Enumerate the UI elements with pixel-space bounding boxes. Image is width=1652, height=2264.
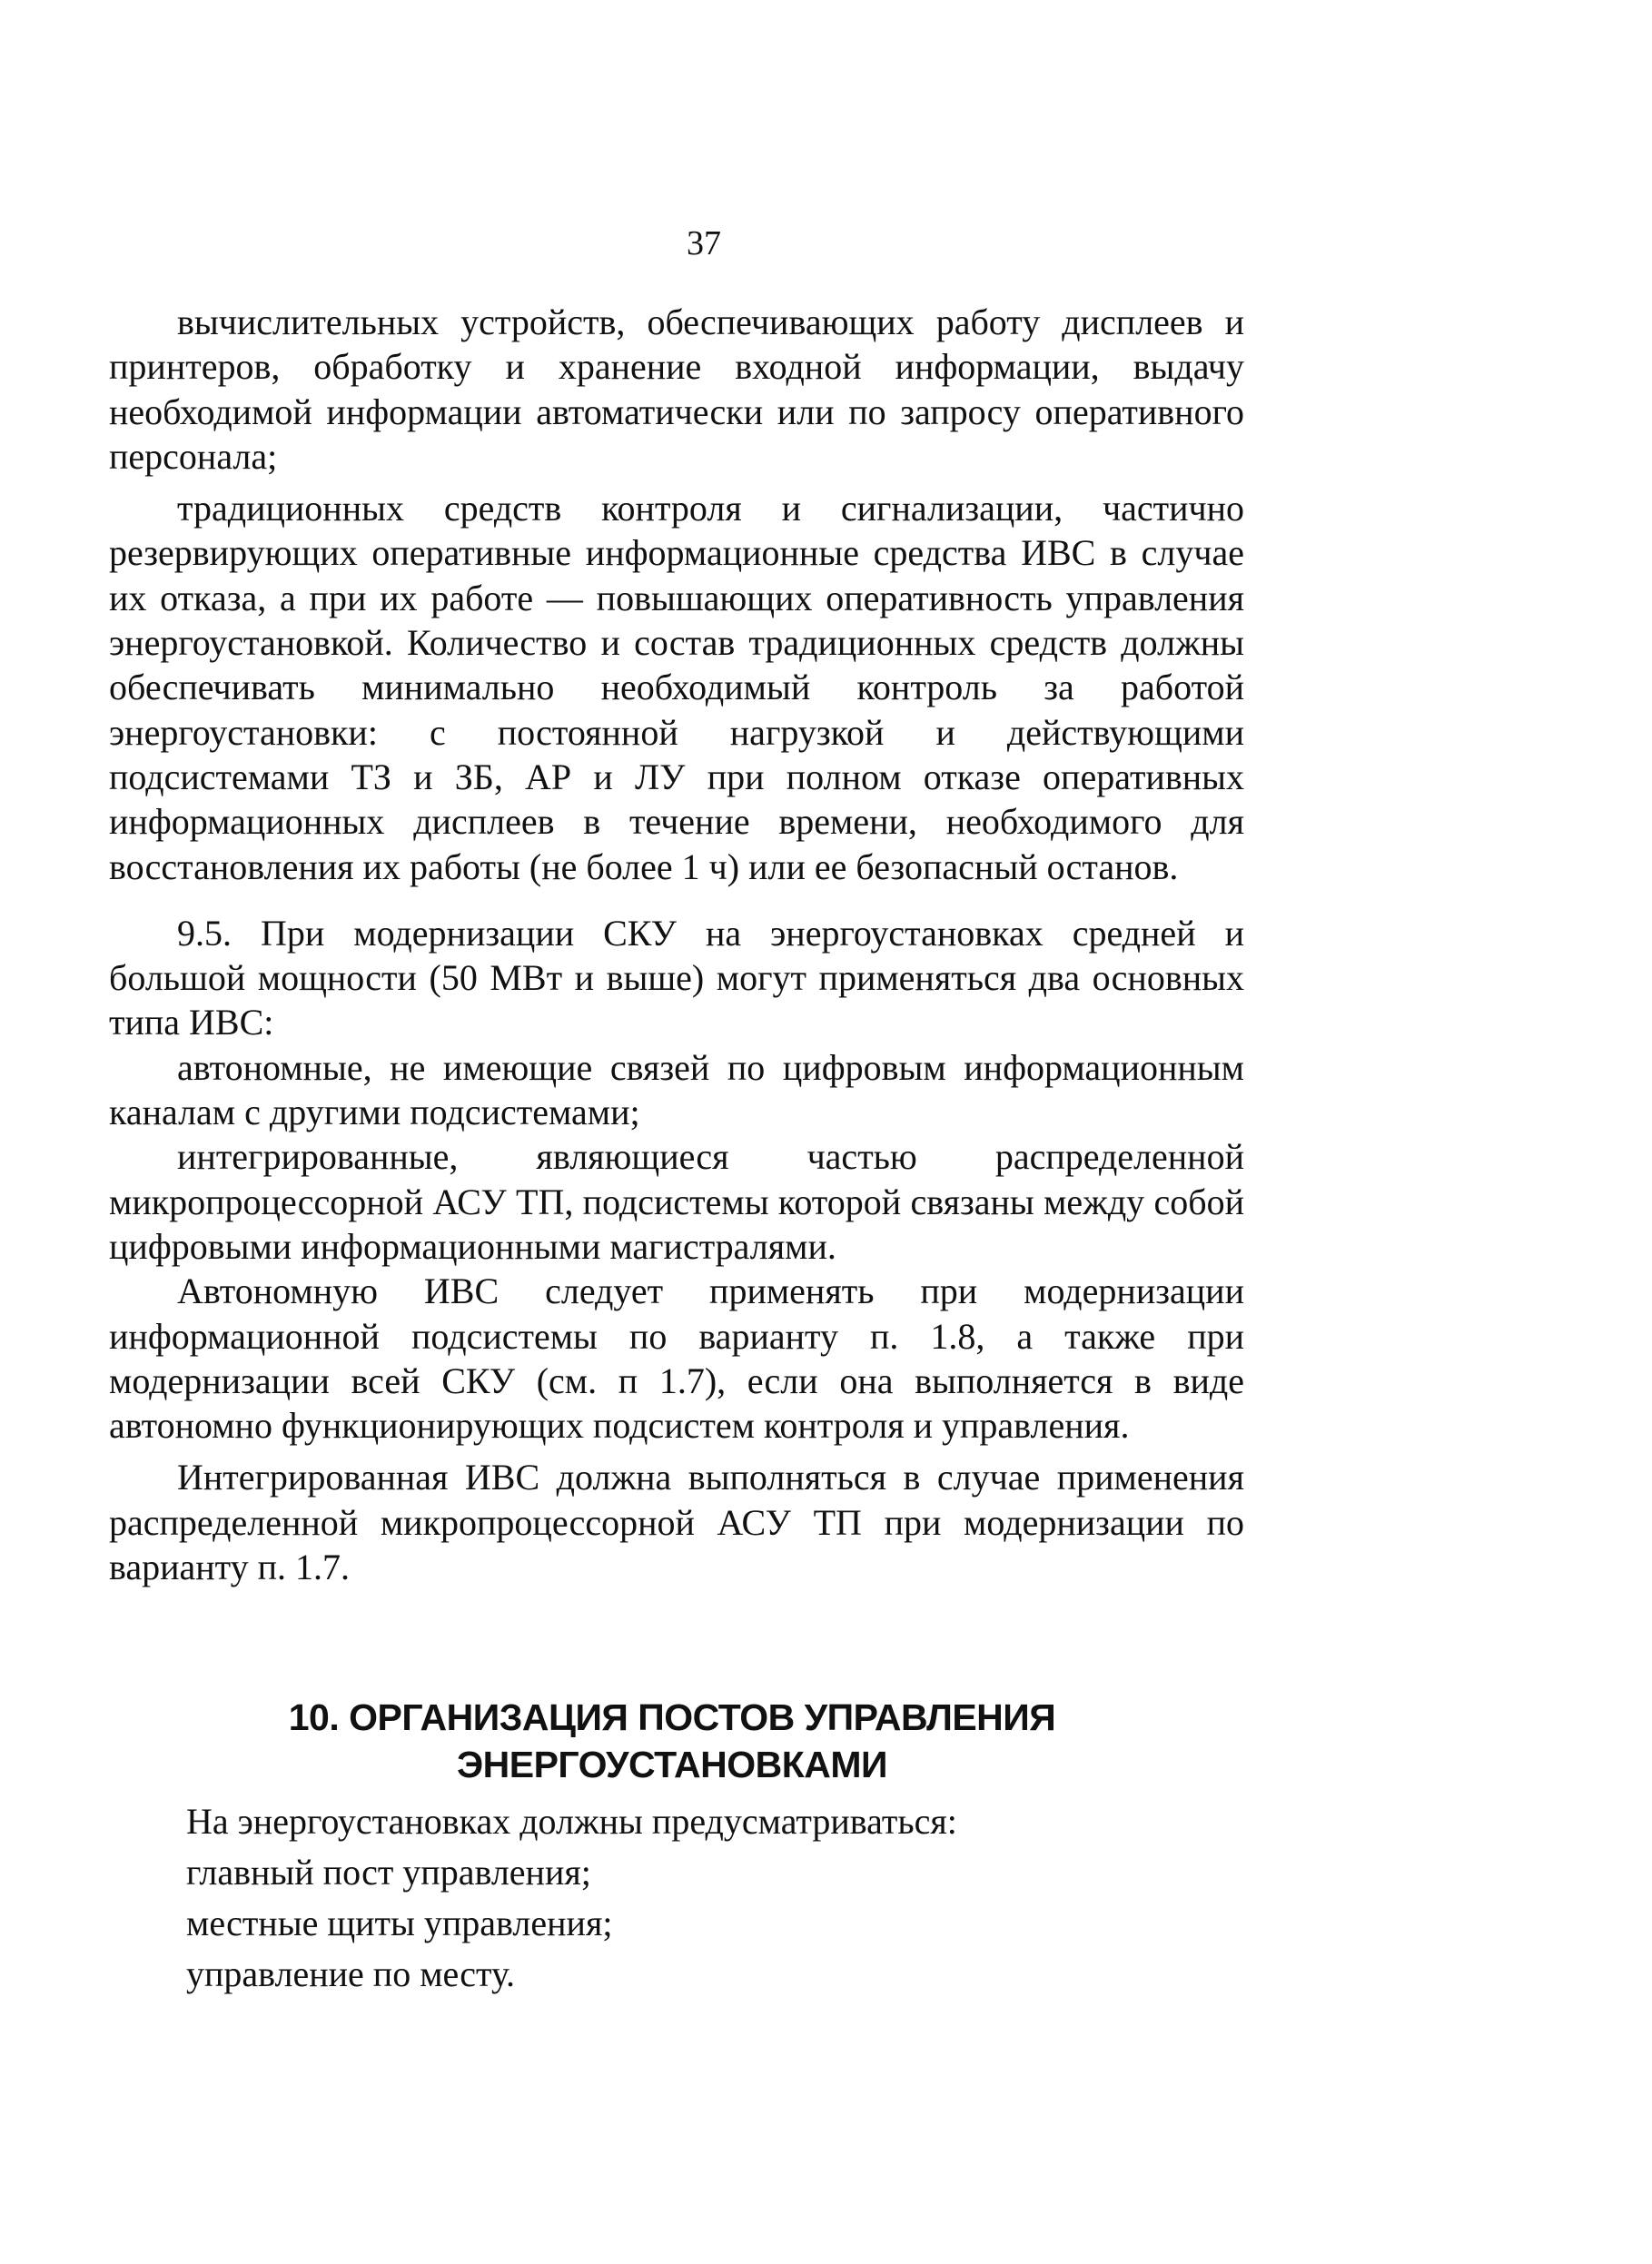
list-item: главный пост управления;	[186, 1852, 591, 1893]
control-posts-list	[186, 1796, 1185, 2000]
paragraph-autonomous-usage: Автономную ИВС следует применять при модернизации информационной подсистемы по варианту п. 1.8, а также при модернизации всей СКУ (см. п 1.7), если она выполняется в виде автономно функционирующих подсистем контроля и управления.	[109, 1270, 1244, 1447]
section-heading-line-1: 10. ОРГАНИЗАЦИЯ ПОСТОВ УПРАВЛЕНИЯ	[288, 1696, 1056, 1738]
section-heading-line-2: ЭНЕРГОУСТАНОВКАМИ	[456, 1744, 888, 1785]
list-item: местные щиты управления;	[186, 1903, 613, 1943]
body-text	[109, 300, 1244, 1589]
list-intro: На энергоустановках должны предусматриваться:	[186, 1801, 957, 1842]
paragraph-integrated: интегрированные, являющиеся частью распределенной микропроцессорной АСУ ТП, подсистемы которой связаны между собой цифровыми информационными магистралями.	[109, 1136, 1244, 1267]
paragraph-autonomous: автономные, не имеющие связей по цифровым информационным каналам с другими подсистемами;	[109, 1046, 1244, 1133]
list-item: управление по месту.	[186, 1953, 515, 1994]
paragraph-traditional-means: традиционных средств контроля и сигнализации, частично резервирующих оперативные информационные средства ИВС в случае их отказа, а при их работе — повышающих оперативность управления энергоустановкой. Количество и состав традиционных средств должны обеспечивать минимально необходимый контроль за работой энергоустановки: с постоянной нагрузкой и действующими подсистемами ТЗ и ЗБ, АР и ЛУ при полном отказе оперативных информационных дисплеев в течение времени, необходимого для восстановления их работы (не более 1 ч) или ее безопасный останов.	[109, 488, 1244, 887]
paragraph-integrated-usage: Интегрированная ИВС должна выполняться в случае применения распределенной микропроцессорной АСУ ТП при модернизации по варианту п. 1.7.	[109, 1457, 1244, 1588]
paragraph-9-5: 9.5. При модернизации СКУ на энергоустановках средней и большой мощности (50 МВт и выше) могут применяться два основных типа ИВС:	[109, 912, 1244, 1043]
section-heading	[218, 1694, 1126, 1788]
paragraph-computing-devices: вычислительных устройств, обеспечивающих работу дисплеев и принтеров, обработку и хранение входной информации, выдачу необходимой информации автоматически или по запросу оперативного персонала;	[109, 302, 1244, 477]
page-number: 37	[687, 224, 721, 262]
